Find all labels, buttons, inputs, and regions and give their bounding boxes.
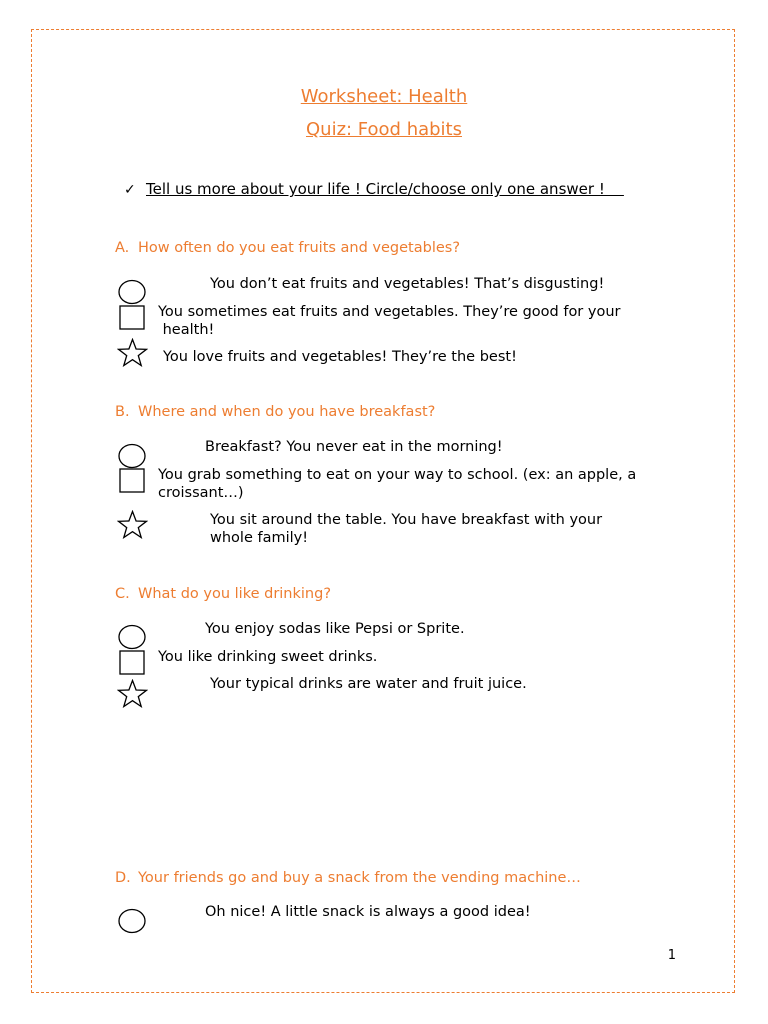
- answer-text: croissant…): [158, 485, 244, 501]
- question-letter: C.: [115, 586, 130, 602]
- question-text: Your friends go and buy a snack from the vending machine…: [138, 870, 581, 886]
- star-icon[interactable]: [117, 338, 148, 367]
- answer-text: You enjoy sodas like Pepsi or Sprite.: [205, 621, 465, 637]
- square-icon[interactable]: [119, 650, 146, 675]
- star-icon[interactable]: [117, 679, 148, 708]
- instruction-text: Tell us more about your life ! Circle/choose only one answer !: [146, 180, 624, 198]
- answer-text: Oh nice! A little snack is always a good idea!: [205, 904, 531, 920]
- circle-icon[interactable]: [117, 443, 147, 469]
- question-c: [115, 586, 331, 602]
- answer-text: whole family!: [210, 530, 309, 546]
- square-icon[interactable]: [119, 468, 146, 493]
- question-letter: A.: [115, 240, 130, 256]
- answer-text: You grab something to eat on your way to school. (ex: an apple, a: [158, 467, 637, 483]
- checkmark-icon: ✓: [124, 182, 136, 198]
- answer-text: You don’t eat fruits and vegetables! That’s disgusting!: [210, 276, 605, 292]
- answer-text: health!: [158, 322, 215, 338]
- question-b: [115, 404, 435, 420]
- star-icon[interactable]: [117, 510, 148, 539]
- answer-text: You sit around the table. You have breakfast with your: [210, 512, 603, 528]
- question-letter: D.: [115, 870, 131, 886]
- answer-text: Your typical drinks are water and fruit juice.: [210, 676, 527, 692]
- answer-text: Breakfast? You never eat in the morning!: [205, 439, 503, 455]
- answer-text: You sometimes eat fruits and vegetables. They’re good for your: [158, 304, 621, 320]
- question-d: [115, 870, 581, 886]
- page-number: 1: [667, 948, 676, 963]
- circle-icon[interactable]: [117, 279, 147, 305]
- question-text: What do you like drinking?: [138, 586, 332, 602]
- question-letter: B.: [115, 404, 130, 420]
- circle-icon[interactable]: [117, 624, 147, 650]
- answer-text: You like drinking sweet drinks.: [158, 649, 378, 665]
- question-text: How often do you eat fruits and vegetables?: [138, 240, 461, 256]
- instruction: [124, 180, 624, 198]
- circle-icon[interactable]: [117, 908, 147, 934]
- question-a: [115, 240, 460, 256]
- worksheet-title: Worksheet: Health: [300, 86, 468, 107]
- quiz-title: Quiz: Food habits: [306, 119, 462, 140]
- answer-text: You love fruits and vegetables! They’re the best!: [163, 349, 517, 365]
- square-icon[interactable]: [119, 305, 146, 330]
- question-text: Where and when do you have breakfast?: [138, 404, 436, 420]
